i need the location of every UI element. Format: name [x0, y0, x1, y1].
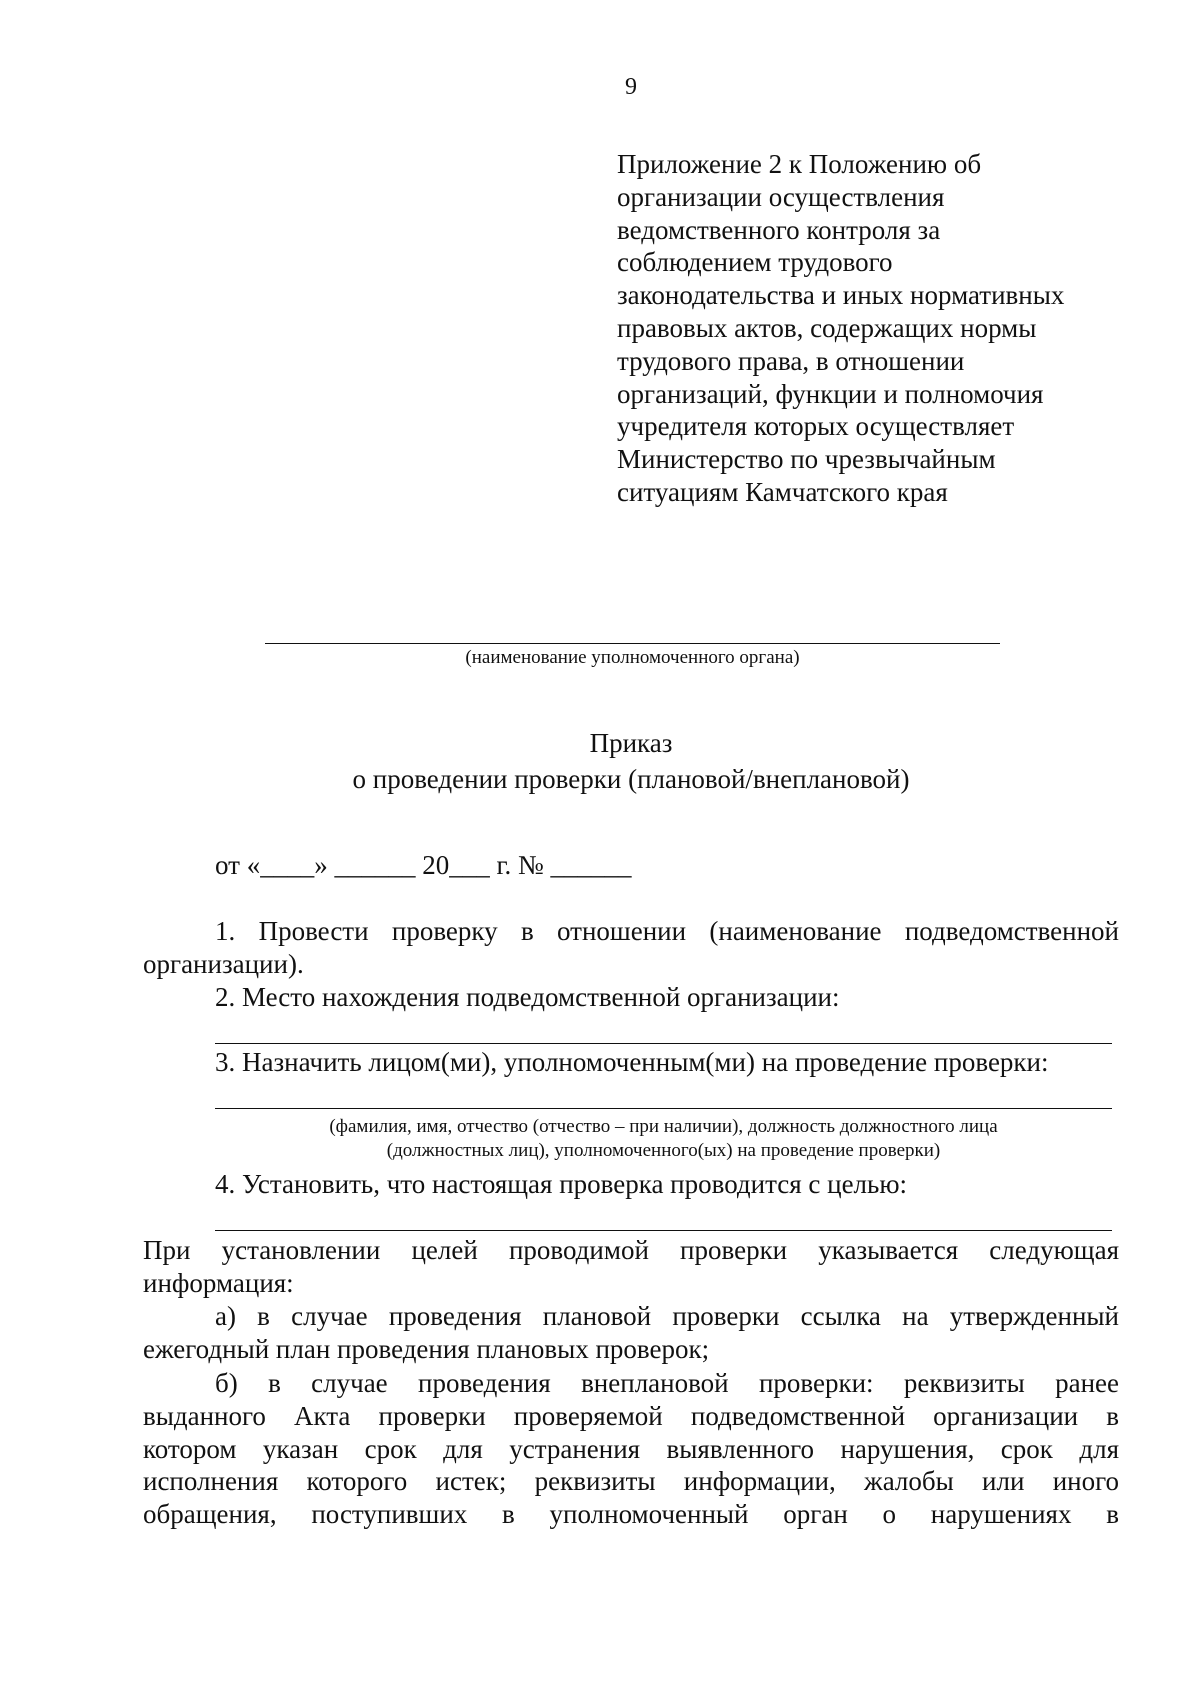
order-date-line: от «____» ______ 20___ г. № ______ — [215, 850, 632, 880]
authority-name-line — [265, 643, 1000, 644]
goal-b — [143, 1367, 1119, 1531]
goal-b-line: б) в случае проведения внеплановой проверки: реквизиты ранее — [215, 1368, 1119, 1398]
item-1-line: 1. Провести проверку в отношении (наименование подведомственной — [215, 916, 1119, 946]
item-3-caption-line: (фамилия, имя, отчество (отчество – при наличии), должность должностного лица — [329, 1116, 998, 1137]
goal-b-line: котором указан срок для устранения выявленного нарушения, срок для — [143, 1433, 1119, 1464]
item-1-line: организации). — [143, 948, 304, 979]
order-title — [0, 725, 1200, 797]
appendix-line: правовых актов, содержащих нормы — [617, 312, 1037, 343]
order-title-main: Приказ — [589, 728, 673, 758]
goals-line: информация: — [143, 1267, 294, 1298]
appendix-note — [617, 148, 1137, 509]
goal-a-line: а) в случае проведения плановой проверки ссылка на утвержденный — [215, 1301, 1119, 1331]
appendix-line: организаций, функции и полномочия — [617, 378, 1044, 409]
goals-line: При установлении целей проводимой проверки указывается следующая — [143, 1235, 1119, 1265]
goal-b-line: выданного Акта проверки проверяемой подведомственной организации в — [143, 1400, 1119, 1431]
goals-paragraph — [143, 1234, 1119, 1300]
appendix-line: соблюдением трудового — [617, 247, 893, 278]
appendix-line: учредителя которых осуществляет — [617, 411, 1015, 442]
goal-b-line: обращения, поступивших в уполномоченный орган о нарушениях в — [143, 1499, 1119, 1530]
item-2-blank-line — [215, 1043, 1112, 1044]
appendix-line: Приложение 2 к Положению об — [617, 149, 982, 179]
goal-a-line: ежегодный план проведения плановых проверок; — [143, 1333, 710, 1364]
page-number: 9 — [625, 74, 637, 100]
item-4-blank-line — [215, 1230, 1112, 1231]
item-1 — [143, 915, 1119, 981]
appendix-line: трудового права, в отношении — [617, 345, 965, 376]
order-title-sub: о проведении проверки (плановой/внеплановой) — [352, 764, 910, 794]
item-3-caption — [215, 1115, 1112, 1163]
item-3: 3. Назначить лицом(ми), уполномоченным(ми) на проведение проверки: — [215, 1047, 1049, 1077]
appendix-line: ситуациям Камчатского края — [617, 476, 948, 507]
item-3-caption-line: (должностных лиц), уполномоченного(ых) на проведение проверки) — [386, 1140, 941, 1161]
appendix-line: законодательства и иных нормативных — [617, 280, 1065, 311]
item-4: 4. Установить, что настоящая проверка проводится с целью: — [215, 1169, 908, 1199]
authority-caption: (наименование уполномоченного органа) — [465, 647, 800, 668]
goal-a — [143, 1300, 1119, 1366]
item-2: 2. Место нахождения подведомственной организации: — [215, 982, 840, 1012]
goal-b-line: исполнения которого истек; реквизиты информации, жалобы или иного — [143, 1466, 1119, 1497]
item-3-blank-line — [215, 1108, 1112, 1109]
appendix-line: Министерство по чрезвычайным — [617, 444, 996, 475]
appendix-line: ведомственного контроля за — [617, 214, 941, 245]
appendix-line: организации осуществления — [617, 181, 945, 212]
